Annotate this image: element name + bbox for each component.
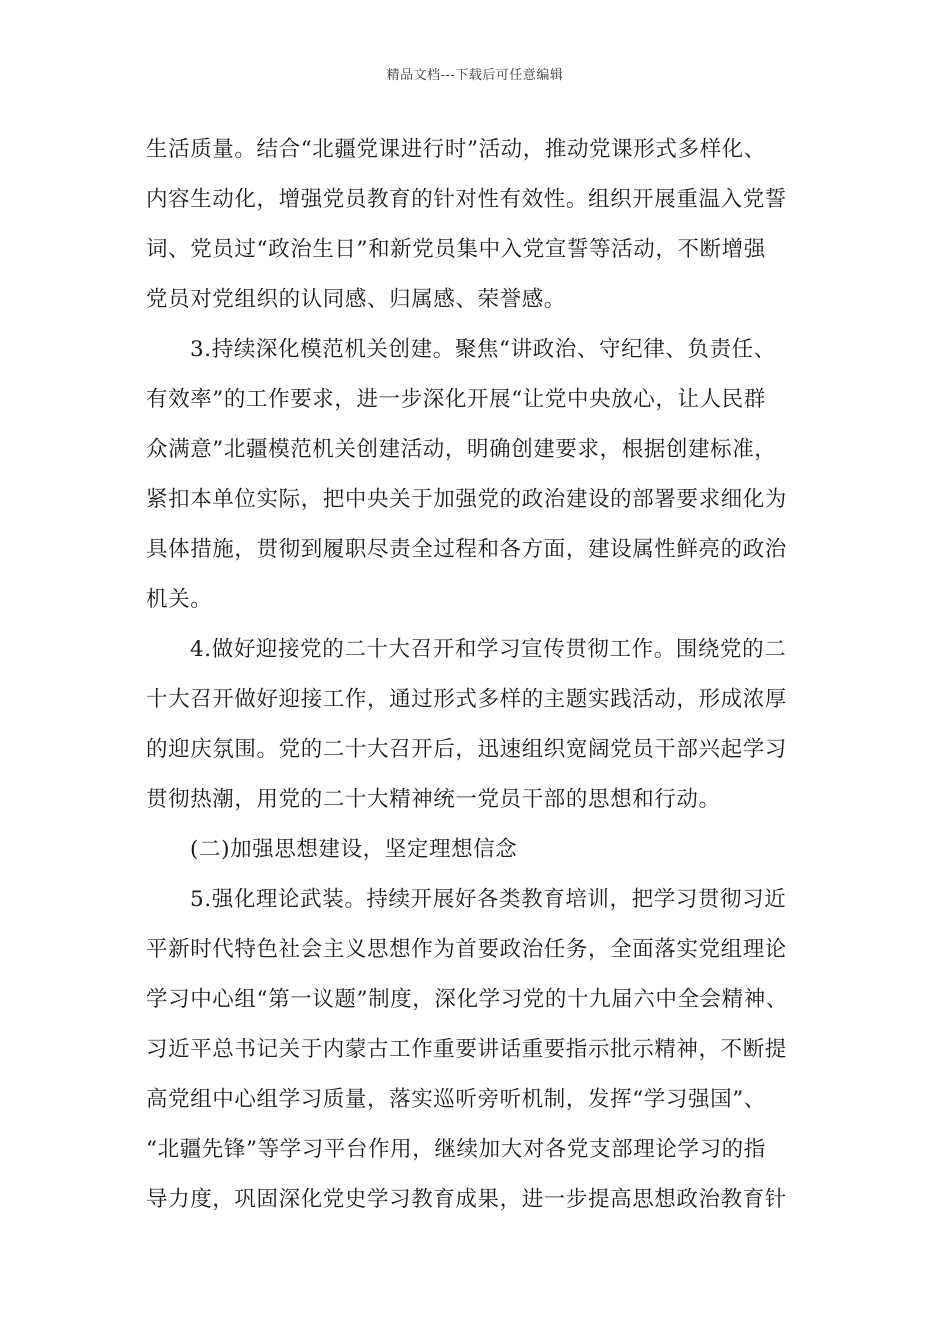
text-line: 具体措施，贯彻到履职尽责全过程和各方面，建设属性鲜亮的政治	[146, 537, 787, 562]
paragraph-2	[146, 330, 810, 630]
text-line: 机关。	[146, 587, 213, 612]
text-line: “北疆先锋”等学习平台作用，继续加大对各党支部理论学习的指	[146, 1137, 766, 1162]
text-line: 4.做好迎接党的二十大召开和学习宣传贯彻工作。围绕党的二	[190, 637, 787, 662]
page-header: 精品文档---下载后可任意编辑	[386, 68, 564, 83]
paragraph-1	[146, 130, 810, 330]
paragraph-3	[146, 630, 810, 830]
section-heading-text: (二)加强思想建设，坚定理想信念	[190, 837, 518, 862]
text-line: 3.持续深化模范机关创建。聚焦“讲政治、守纪律、负责任、	[190, 337, 776, 362]
section-heading	[146, 830, 810, 880]
text-line: 十大召开做好迎接工作，通过形式多样的主题实践活动，形成浓厚	[146, 687, 787, 712]
text-line: 众满意”北疆模范机关创建活动，明确创建要求，根据创建标准，	[146, 437, 777, 462]
text-line: 导力度，巩固深化党史学习教育成果，进一步提高思想政治教育针	[146, 1187, 787, 1212]
document-body	[146, 130, 810, 1230]
text-line: 的迎庆氛围。党的二十大召开后，迅速组织宽阔党员干部兴起学习	[146, 737, 787, 762]
text-line: 平新时代特色社会主义思想作为首要政治任务，全面落实党组理论	[146, 937, 787, 962]
text-line: 习近平总书记关于内蒙古工作重要讲话重要指示批示精神，不断提	[146, 1037, 787, 1062]
text-line: 学习中心组“第一议题”制度，深化学习党的十九届六中全会精神、	[146, 987, 788, 1012]
paragraph-5	[146, 880, 810, 1230]
text-line: 内容生动化，增强党员教育的针对性有效性。组织开展重温入党誓	[146, 187, 787, 212]
text-line: 5.强化理论武装。持续开展好各类教育培训，把学习贯彻习近	[190, 887, 787, 912]
text-line: 词、党员过“政治生日”和新党员集中入党宣誓等活动，不断增强	[146, 237, 766, 262]
text-line: 生活质量。结合“北疆党课进行时”活动，推动党课形式多样化、	[146, 137, 766, 162]
text-line: 有效率”的工作要求，进一步深化开展“让党中央放心，让人民群	[146, 387, 766, 412]
text-line: 高党组中心组学习质量，落实巡听旁听机制，发挥“学习强国”、	[146, 1087, 766, 1112]
text-line: 党员对党组织的认同感、归属感、荣誉感。	[146, 287, 566, 312]
text-line: 紧扣本单位实际，把中央关于加强党的政治建设的部署要求细化为	[146, 487, 787, 512]
text-line: 贯彻热潮，用党的二十大精神统一党员干部的思想和行动。	[146, 787, 721, 812]
